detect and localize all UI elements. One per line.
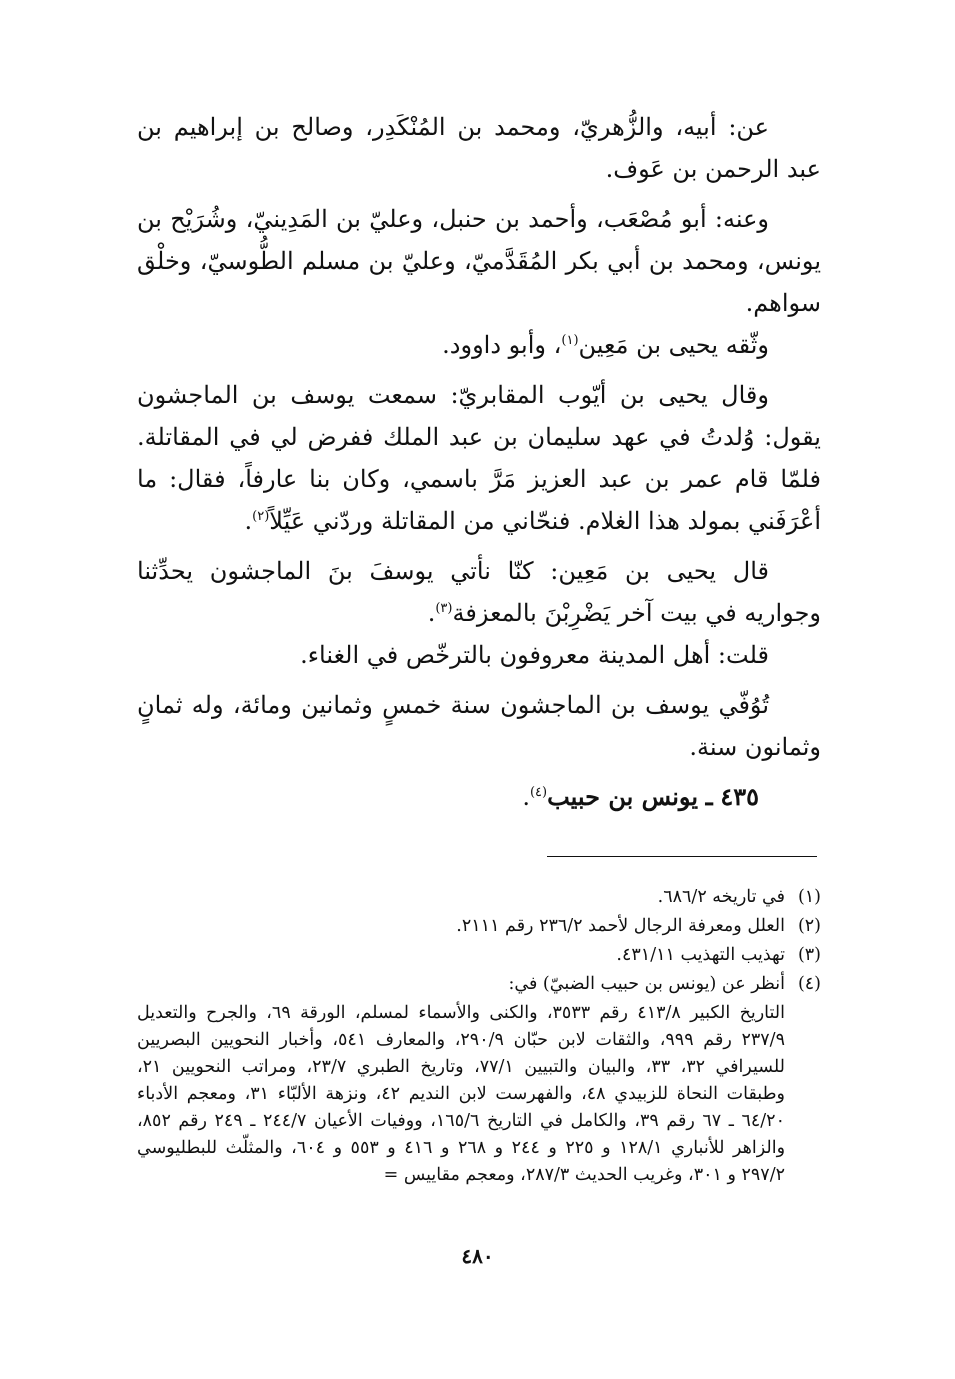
footnote-number: (١) [797,887,821,907]
entry-number: ٤٣٥ [720,782,759,811]
paragraph-ibn-maeen [137,550,821,634]
footnote-text: العلل ومعرفة الرجال لأحمد ٢٣٦/٢ رقم ٢١١١. [456,916,785,936]
footnote-text: في تاريخه ٦٨٦/٢. [657,887,785,907]
footnote-ref-4[interactable]: (٤) [529,785,548,800]
page-number: ٤٨٠ [461,1244,494,1268]
footnote-number: (٢) [797,916,821,936]
reliability-tail: ، وأبو داوود. [442,331,562,359]
footnote-separator [547,856,817,857]
footnote-text: أنظر عن (يونس بن حبيب الضبيّ) في: [508,974,785,994]
entry-name: يونس بن حبيب [547,782,699,811]
paragraph-comment: قلت: أهل المدينة معروفون بالترخّص في الغناء. [300,641,769,669]
footnote-4 [137,971,821,998]
entry-heading [137,776,821,818]
anecdote-text: وقال يحيى بن أيّوب المقابريّ: سمعت يوسف بن الماجشون يقول: وُلدتُ في عهد سليمان بن عبد الملك ففرض لي في المقاتلة. فلمّا قام عمر بن عبد العزيز مَرَّ باسمي، وكان بنا عارفاً، فقال: ما أعْرَفَني بمولد هذا الغلام. فنحّاني من المقاتلة وردّني عَيِّلاً [137,381,821,535]
ibn-maeen-tail: . [427,599,436,627]
footnote-ref-1[interactable]: (١) [561,333,579,348]
paragraph-narrators-to: وعنه: أبو مُصْعَب، وأحمد بن حنبل، وعليّ بن المَدِينيّ، وشُرَيْح بن يونس، ومحمد بن أبي بكر المُقَدَّميّ، وعليّ بن مسلم الطُّوسيّ، وخلْق سواهم. [137,205,821,317]
footnote-4-sources: التاريخ الكبير ٤١٣/٨ رقم ٣٥٣٣، والكنى والأسماء لمسلم، الورقة ٦٩، والجرح والتعديل ٢٣٧/٩ رقم ٩٩٩، والثقات لابن حبّان ٢٩٠/٩، والمعارف ٥٤١، وأخبار النحويين البصريين للسيرافي ٣٢، ٣٣، والبيان والتبيين ٧٧/١، وتاريخ الطبري ٢٣/٧، ومراتب النحويين ٢١، وطبقات النحاة للزبيدي ٤٨، والفهرست لابن النديم ٤٢، ونزهة الألبّاء ٣١، ومعجم الأدباء ٦٤/٢٠ ـ ٦٧ رقم ٣٩، والكامل في التاريخ ١٦٥/٦، ووفيات الأعيان ٢٤٤/٧ ـ ٢٤٩ رقم ٨٥٢، والزاهر للأنباري ١٢٨/١ و ٢٢٥ و ٢٤٤ و ٢٦٨ و ٤١٦ و ٥٥٣ و ٦٠٤، والمثلّث للبطليوسي ٢٩٧/٢ و ٣٠١، وغريب الحديث ٢٨٧/٣، ومعجم مقاييس = [137,1003,786,1185]
paragraph-narrators-from: عن: أبيه، والزُّهريّ، ومحمد بن المُنْكَدِر، وصالح بن إبراهيم بن عبد الرحمن بن عَوف. [137,113,821,183]
footnote-ref-3[interactable]: (٣) [435,601,453,616]
paragraph-reliability [137,324,821,366]
footnote-3 [137,942,821,969]
entry-separator: ـ [705,782,713,811]
main-text [137,106,821,818]
footnote-number: (٤) [797,974,821,994]
footnote-number: (٣) [797,945,821,965]
reliability-text: وثّقه يحيى بن مَعِين [578,331,769,359]
paragraph-death: تُوُفّي يوسف بن الماجشون سنة خمسٍ وثمانين ومائة، وله ثمانٍ وثمانون سنة. [137,691,821,761]
footnotes [137,884,821,1189]
footnote-ref-2[interactable]: (٢) [252,509,270,524]
entry-tail: . [522,783,530,811]
anecdote-tail: . [244,507,253,535]
footnote-text: تهذيب التهذيب ٤٣١/١١. [616,945,785,965]
footnote-2 [137,913,821,940]
ibn-maeen-text: قال يحيى بن مَعِين: كنّا نأتي يوسفَ بنَ الماجشون يحدِّثنا وجواريه في بيت آخر يَضْرِبْنَ بالمعزفة [137,557,821,627]
paragraph-anecdote [137,374,821,542]
footnote-1 [137,884,821,911]
